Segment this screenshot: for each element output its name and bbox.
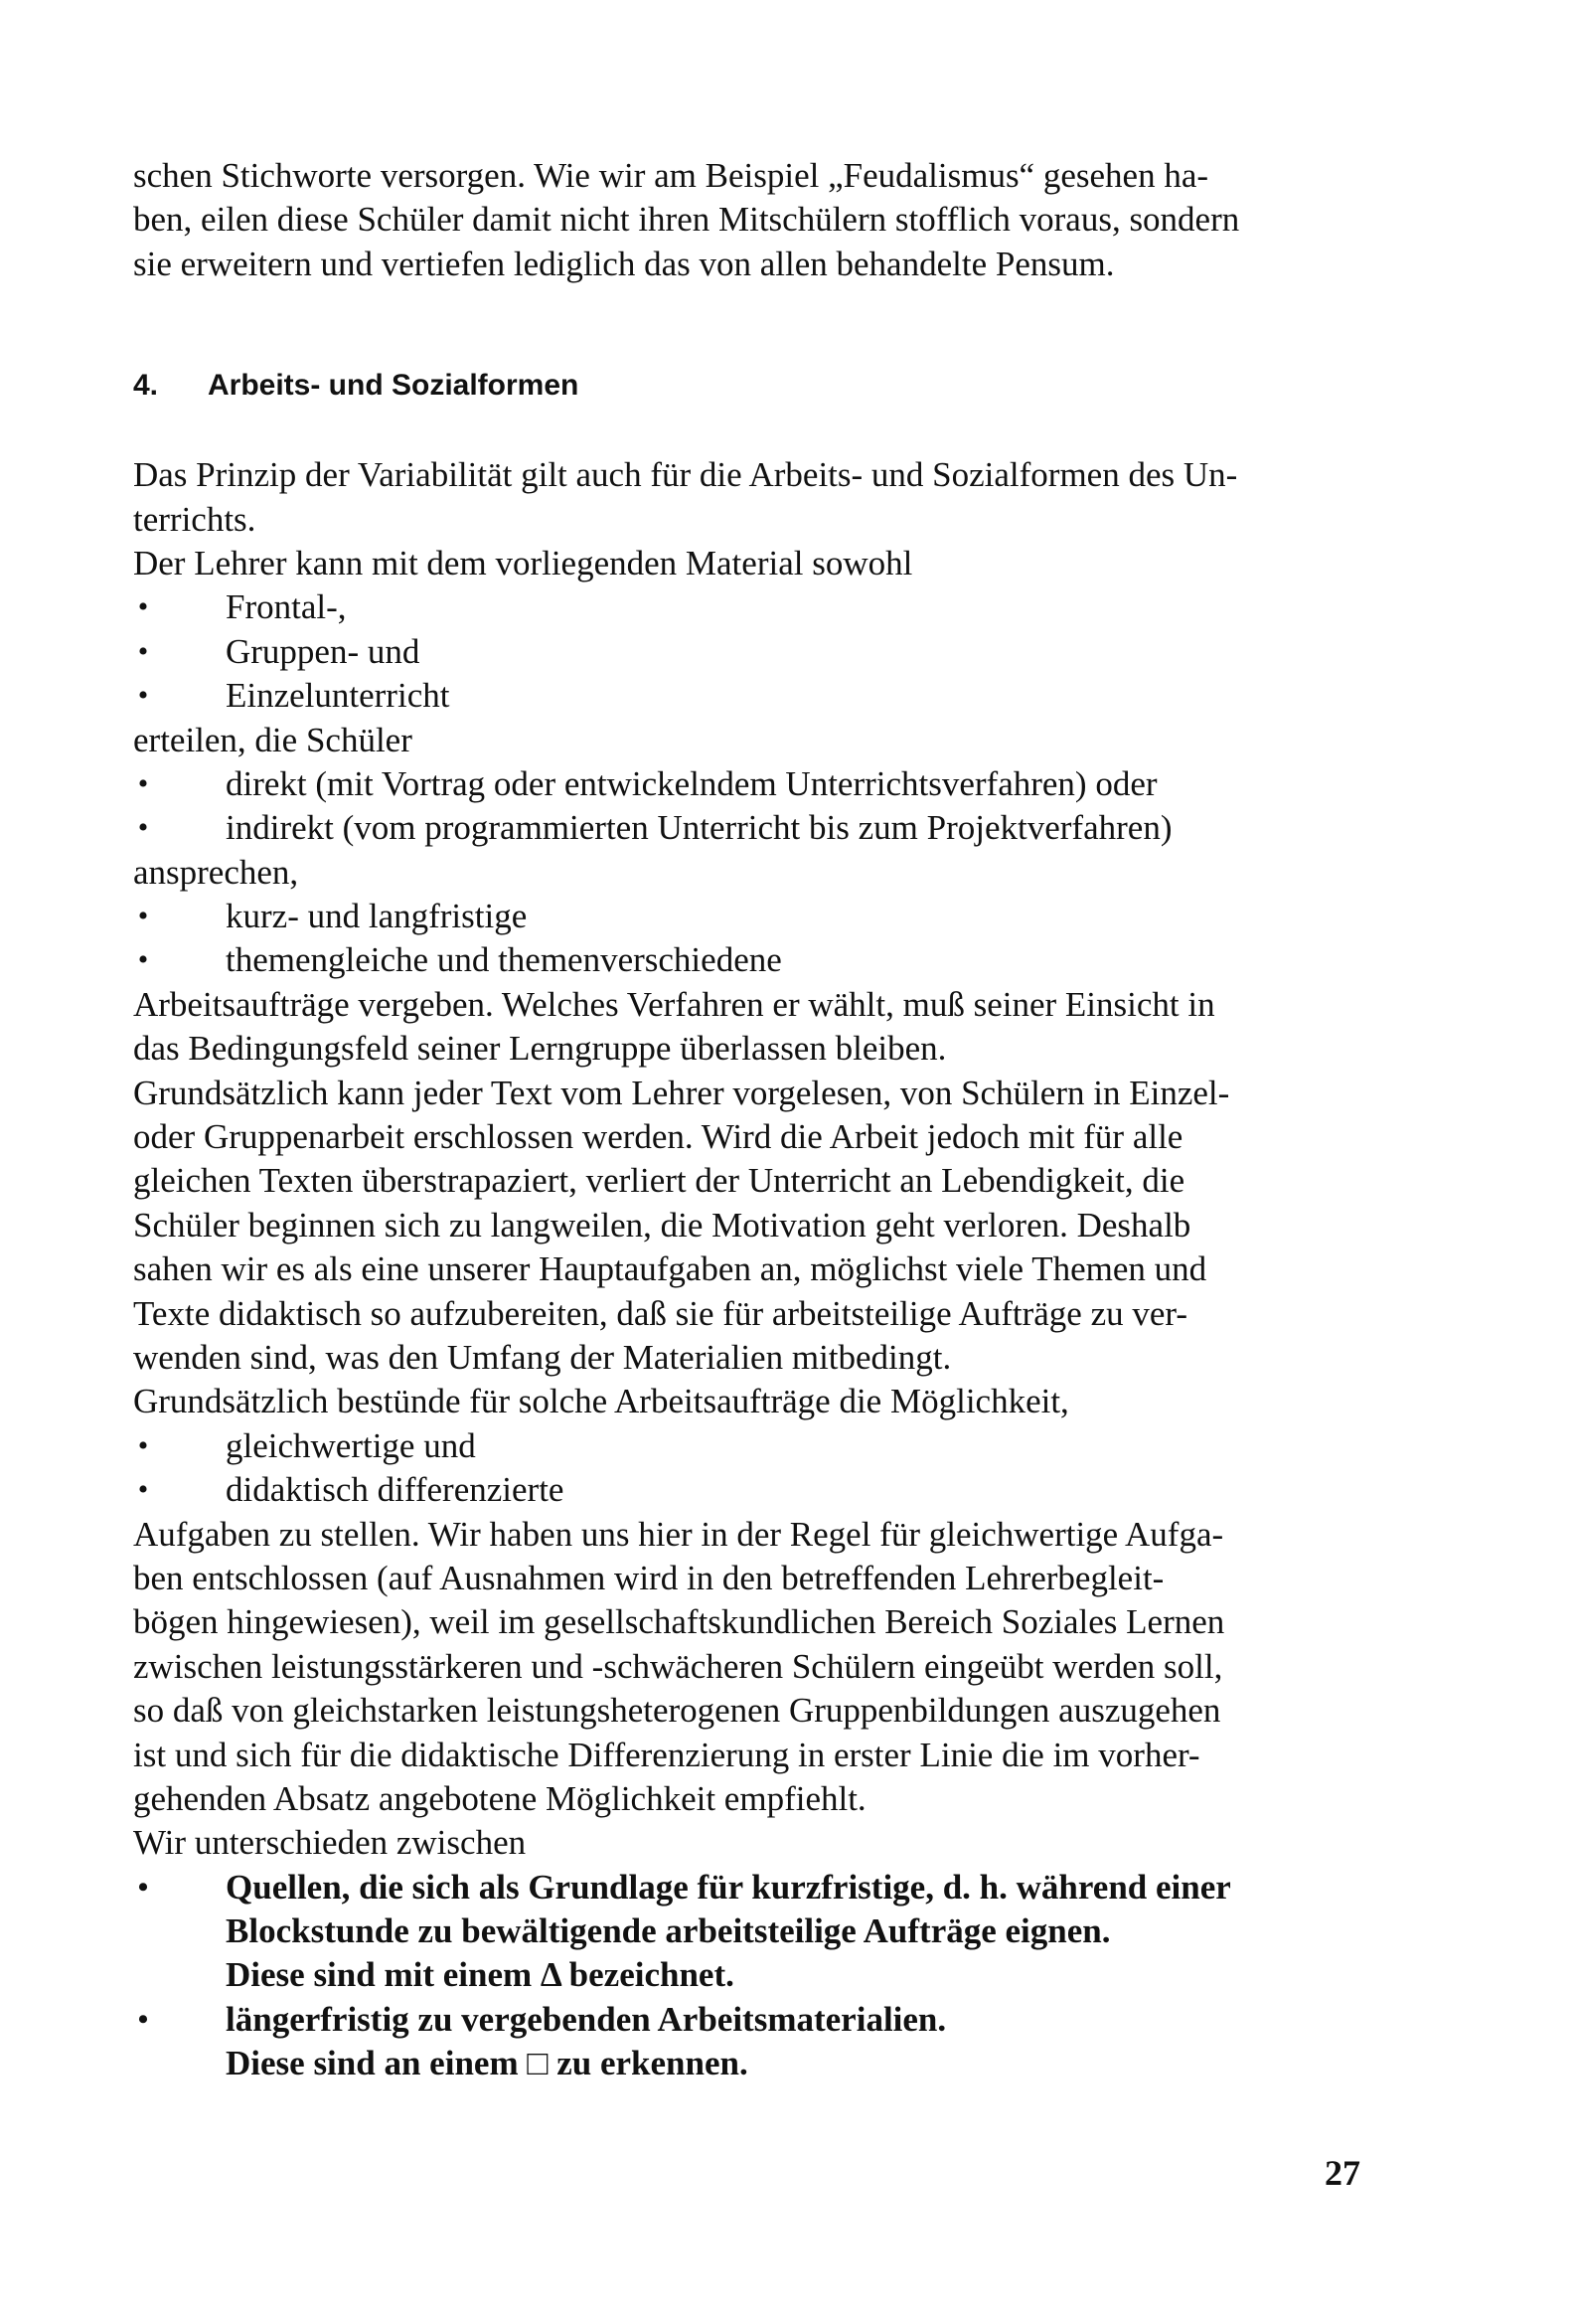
- list-item-continuation: Diese sind mit einem Δ bezeichnet.: [226, 1955, 734, 1995]
- list-item: [133, 585, 1385, 629]
- paragraph-line: Der Lehrer kann mit dem vorliegenden Material sowohl: [133, 543, 913, 582]
- paragraph-line: oder Gruppenarbeit erschlossen werden. Wird die Arbeit jedoch mit für alle: [133, 1117, 1183, 1157]
- section-title: Arbeits- und Sozialformen: [208, 369, 579, 403]
- list-item: [133, 938, 1385, 982]
- list-item: [133, 762, 1385, 806]
- list-item-text: indirekt (vom programmierten Unterricht bis zum Projektverfahren): [226, 808, 1173, 848]
- paragraph-line: wenden sind, was den Umfang der Materialien mitbedingt.: [133, 1337, 952, 1377]
- bullet-icon: •: [137, 590, 149, 624]
- paragraph-line: gleichen Texten überstrapaziert, verliert der Unterricht an Lebendigkeit, die: [133, 1161, 1185, 1201]
- list-item-text: Einzelunterricht: [226, 676, 450, 716]
- paragraph-line: Grundsätzlich bestünde für solche Arbeitsaufträge die Möglichkeit,: [133, 1382, 1069, 1421]
- list-item-text: Frontal-,: [226, 587, 347, 627]
- paragraph-line: terrichts.: [133, 499, 256, 539]
- page-text: [133, 154, 1385, 2086]
- bullet-icon: •: [137, 1870, 149, 1904]
- list-item: [133, 674, 1385, 718]
- paragraph-line: sahen wir es als eine unserer Hauptaufgaben an, möglichst viele Themen und: [133, 1249, 1207, 1289]
- list-item-text: direkt (mit Vortrag oder entwickelndem Unterrichtsverfahren) oder: [226, 763, 1158, 803]
- bullet-icon: •: [137, 679, 149, 713]
- section-heading: [133, 364, 1385, 408]
- section-number: 4.: [133, 369, 159, 403]
- bullet-icon: •: [137, 766, 149, 800]
- bullet-icon: •: [137, 943, 149, 977]
- paragraph-line: Das Prinzip der Variabilität gilt auch für die Arbeits- und Sozialformen des Un-: [133, 455, 1238, 495]
- paragraph-line: Texte didaktisch so aufzubereiten, daß sie für arbeitsteilige Aufträge zu ver-: [133, 1293, 1188, 1333]
- page-number: 27: [1325, 2153, 1360, 2193]
- paragraph-line: Wir unterschieden zwischen: [133, 1823, 527, 1863]
- list-item: [133, 1998, 1385, 2042]
- bold-list: [133, 1866, 1385, 2086]
- paragraph-line: schen Stichworte versorgen. Wie wir am Beispiel „Feudalismus“ gesehen ha-: [133, 156, 1209, 195]
- list-item-continuation: Diese sind an einem □ zu erkennen.: [226, 2044, 748, 2083]
- list-item-text: themengleiche und themenverschiedene: [226, 940, 782, 980]
- paragraph-line: sie erweitern und vertiefen lediglich das von allen behandelte Pensum.: [133, 244, 1115, 283]
- bullet-icon: •: [137, 811, 149, 845]
- list-item: [133, 1866, 1385, 1909]
- list-item-text: gleichwertige und: [226, 1425, 476, 1465]
- paragraph-line: Arbeitsaufträge vergeben. Welches Verfahren er wählt, muß seiner Einsicht in: [133, 984, 1215, 1024]
- paragraph-line: ben, eilen diese Schüler damit nicht ihren Mitschülern stofflich voraus, sondern: [133, 200, 1240, 240]
- list-item-text: Quellen, die sich als Grundlage für kurzfristige, d. h. während einer: [226, 1867, 1231, 1907]
- paragraph-line: so daß von gleichstarken leistungsheterogenen Gruppenbildungen auszugehen: [133, 1691, 1221, 1731]
- paragraph-line: ben entschlossen (auf Ausnahmen wird in den betreffenden Lehrerbegleit-: [133, 1558, 1165, 1597]
- paragraph-line: das Bedingungsfeld seiner Lerngruppe überlassen bleiben.: [133, 1029, 947, 1069]
- paragraph-line: gehenden Absatz angebotene Möglichkeit empfiehlt.: [133, 1778, 867, 1818]
- paragraph-line: bögen hingewiesen), weil im gesellschaftskundlichen Bereich Soziales Lernen: [133, 1602, 1225, 1642]
- bullet-icon: •: [137, 634, 149, 668]
- bullet-icon: •: [137, 1428, 149, 1462]
- paragraph-line: Aufgaben zu stellen. Wir haben uns hier in der Regel für gleichwertige Aufga-: [133, 1514, 1224, 1554]
- paragraph-line: erteilen, die Schüler: [133, 720, 412, 759]
- paragraph-line: Grundsätzlich kann jeder Text vom Lehrer vorgelesen, von Schülern in Einzel-: [133, 1073, 1230, 1112]
- paragraph-line: ansprechen,: [133, 852, 299, 892]
- list-item: [133, 630, 1385, 674]
- paragraph-line: Schüler beginnen sich zu langweilen, die Motivation geht verloren. Deshalb: [133, 1205, 1191, 1245]
- list-item: [133, 895, 1385, 938]
- paragraph-line: ist und sich für die didaktische Differenzierung in erster Linie die im vorher-: [133, 1735, 1200, 1774]
- list-item: [133, 1468, 1385, 1512]
- list-item-text: Gruppen- und: [226, 631, 420, 671]
- list-item: [133, 1424, 1385, 1468]
- list-item-text: kurz- und langfristige: [226, 897, 528, 936]
- paragraph-line: zwischen leistungsstärkeren und -schwächeren Schülern eingeübt werden soll,: [133, 1646, 1223, 1686]
- bullet-icon: •: [137, 900, 149, 933]
- bullet-icon: •: [137, 2002, 149, 2036]
- list-item-text: längerfristig zu vergebenden Arbeitsmaterialien.: [226, 1999, 947, 2039]
- list-item: [133, 806, 1385, 850]
- list-item-continuation: Blockstunde zu bewältigende arbeitsteilige Aufträge eignen.: [226, 1911, 1111, 1951]
- list-item-text: didaktisch differenzierte: [226, 1470, 564, 1510]
- bullet-icon: •: [137, 1473, 149, 1507]
